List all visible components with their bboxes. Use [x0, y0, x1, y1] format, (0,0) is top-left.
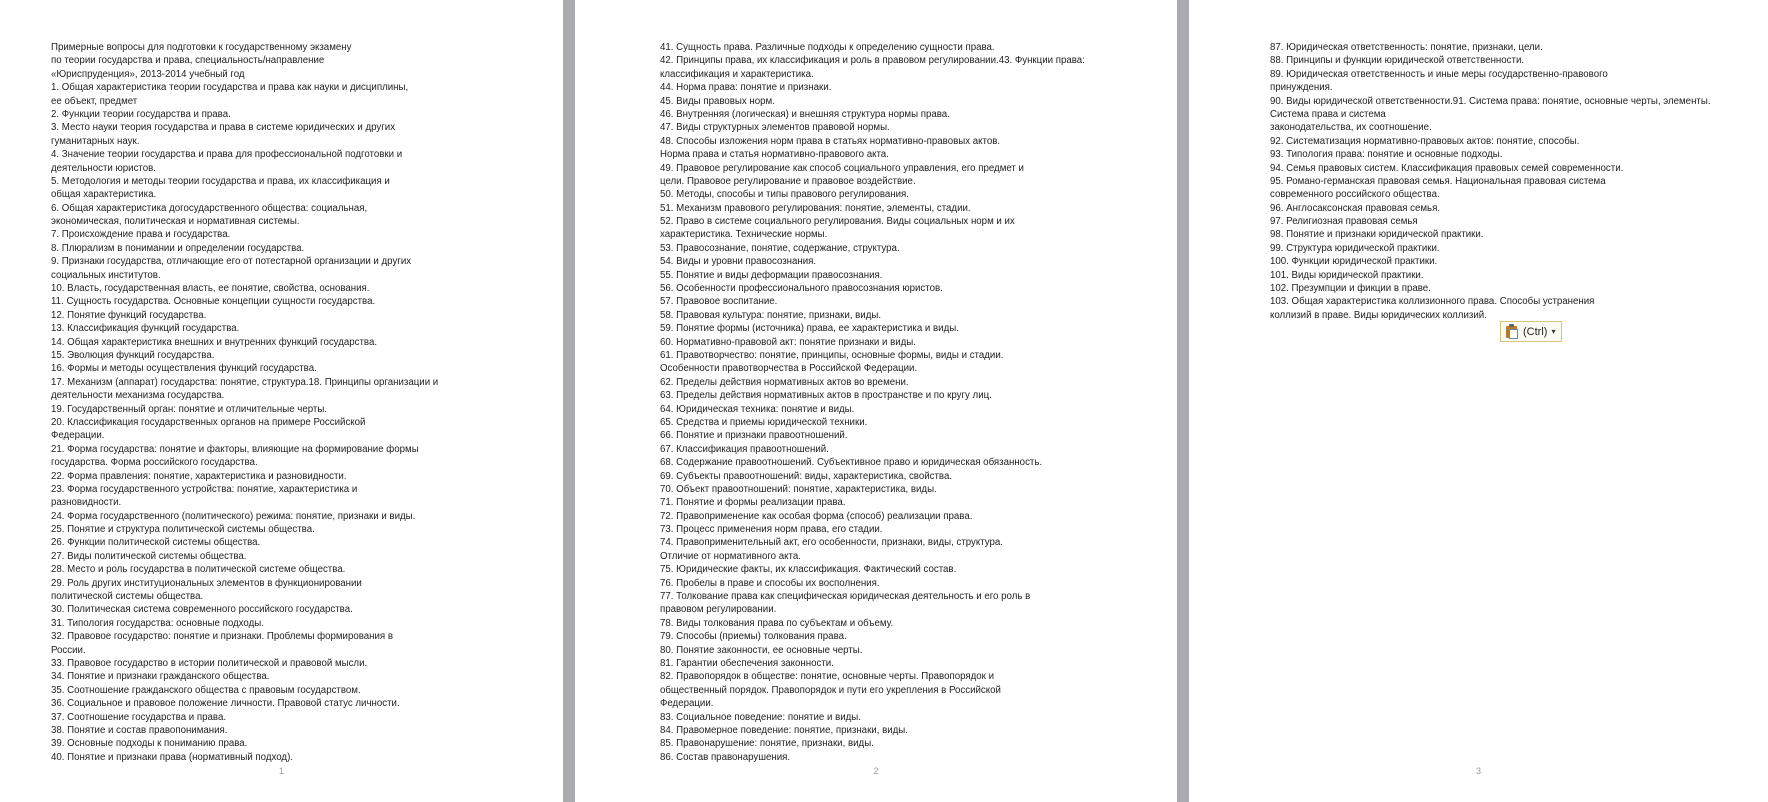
- document-line: 83. Социальное поведение: понятие и виды.: [660, 711, 861, 723]
- document-line: 15. Эволюция функций государства.: [51, 349, 215, 361]
- document-line: 36. Социальное и правовое положение личности. Правовой статус личности.: [51, 698, 400, 710]
- document-line: 23. Форма государственного устройства: понятие, характеристика и: [51, 483, 358, 495]
- document-line: 28. Место и роль государства в политической системе общества.: [51, 564, 346, 576]
- document-line: 53. Правосознание, понятие, содержание, структура.: [660, 242, 900, 254]
- document-line: 70. Объект правоотношений: понятие, характеристика, виды.: [660, 483, 937, 495]
- document-line: 16. Формы и методы осуществления функций государства.: [51, 363, 317, 375]
- document-line: 19. Государственный орган: понятие и отличительные черты.: [51, 403, 327, 415]
- document-line: принуждения.: [1270, 82, 1333, 94]
- document-line: 76. Пробелы в праве и способы их восполнения.: [660, 577, 880, 589]
- document-line: 65. Средства и приемы юридической техники.: [660, 416, 868, 428]
- document-line: 31. Типология государства: основные подходы.: [51, 617, 264, 629]
- document-line: 38. Понятие и состав правопонимания.: [51, 724, 228, 736]
- document-line: политической системы общества.: [51, 591, 204, 603]
- page-3: [1189, 0, 1768, 802]
- document-line: Отличие от нормативного акта.: [660, 550, 801, 562]
- document-line: 47. Виды структурных элементов правовой нормы.: [660, 122, 890, 134]
- document-line: гуманитарных наук.: [51, 135, 140, 147]
- document-line: 92. Систематизация нормативно-правовых актов: понятие, способы.: [1270, 135, 1580, 147]
- document-line: 22. Форма правления: понятие, характеристика и разновидности.: [51, 470, 347, 482]
- document-line: 80. Понятие законности, ее основные черты.: [660, 644, 863, 656]
- document-line: 101. Виды юридической практики.: [1270, 269, 1424, 281]
- document-line: по теории государства и права, специальность/направление: [51, 55, 325, 67]
- document-line: Федерации.: [51, 430, 105, 442]
- document-line: 60. Нормативно-правовой акт: понятие признаки и виды.: [660, 336, 916, 348]
- document-line: 29. Роль других институциональных элементов в функционировании: [51, 577, 362, 589]
- document-line: 61. Правотворчество: понятие, принципы, основные формы, виды и стадии.: [660, 349, 1004, 361]
- document-line: экономическая, политическая и нормативная системы.: [51, 216, 300, 228]
- document-line: 82. Правопорядок в обществе: понятие, основные черты. Правопорядок и: [660, 671, 995, 683]
- document-line: 77. Толкование права как специфическая юридическая деятельность и его роль в: [660, 591, 1031, 603]
- document-line: 26. Функции политической системы общества.: [51, 537, 261, 549]
- document-line: 63. Пределы действия нормативных актов в пространстве и по кругу лиц.: [660, 390, 992, 402]
- document-line: 8. Плюрализм в понимании и определении государства.: [51, 242, 305, 254]
- document-line: характеристика. Технические нормы.: [660, 229, 828, 241]
- document-line: 103. Общая характеристика коллизионного права. Способы устранения: [1270, 296, 1595, 308]
- document-line: 67. Классификация правоотношений.: [660, 443, 829, 455]
- document-line: 1. Общая характеристика теории государства и права как науки и дисциплины,: [51, 82, 409, 94]
- document-line: государства. Форма российского государства.: [51, 457, 258, 469]
- document-line: деятельности механизма государства.: [51, 390, 225, 402]
- document-line: 89. Юридическая ответственность и иные меры государственно-правового: [1270, 68, 1608, 80]
- page-2: [575, 0, 1177, 802]
- document-line: 46. Внутренняя (логическая) и внешняя структура нормы права.: [660, 108, 950, 120]
- document-line: 54. Виды и уровни правосознания.: [660, 256, 817, 268]
- document-line: 17. Механизм (аппарат) государства: понятие, структура.18. Принципы организации и: [51, 376, 439, 388]
- document-line: 30. Политическая система современного российского государства.: [51, 604, 353, 616]
- document-line: современного российского общества.: [1270, 189, 1440, 201]
- clipboard-icon: [1505, 324, 1519, 339]
- page-1-text[interactable]: [51, 41, 438, 764]
- document-line: 37. Соотношение государства и права.: [51, 711, 227, 723]
- document-line: 35. Соотношение гражданского общества с правовым государством.: [51, 684, 361, 696]
- document-line: 99. Структура юридической практики.: [1270, 242, 1440, 254]
- document-line: 4. Значение теории государства и права для профессиональной подготовки и: [51, 149, 403, 161]
- document-line: 73. Процесс применения норм права, его стадии.: [660, 524, 883, 536]
- document-line: 2. Функции теории государства и права.: [51, 108, 231, 120]
- document-line: 86. Состав правонарушения.: [660, 751, 791, 763]
- document-line: 14. Общая характеристика внешних и внутренних функций государства.: [51, 336, 378, 348]
- document-line: 5. Методология и методы теории государства и права, их классификация и: [51, 175, 390, 187]
- paste-options-label: (Ctrl): [1523, 325, 1548, 338]
- document-line: 71. Понятие и формы реализации права.: [660, 497, 846, 509]
- document-line: 45. Виды правовых норм.: [660, 95, 775, 107]
- document-line: 34. Понятие и признаки гражданского общества.: [51, 671, 270, 683]
- paste-options-button[interactable]: [1500, 321, 1562, 342]
- document-line: России.: [51, 644, 86, 656]
- document-line: социальных институтов.: [51, 269, 161, 281]
- document-line: 52. Право в системе социального регулирования. Виды социальных норм и их: [660, 216, 1015, 228]
- document-line: 94. Семья правовых систем. Классификация правовых семей современности.: [1270, 162, 1624, 174]
- document-line: 93. Типология права: понятие и основные подходы.: [1270, 149, 1503, 161]
- document-line: законодательства, их соотношение.: [1270, 122, 1432, 134]
- document-line: Примерные вопросы для подготовки к государственному экзамену: [51, 42, 352, 53]
- document-line: 56. Особенности профессионального правосознания юристов.: [660, 283, 943, 295]
- document-line: 75. Юридические факты, их классификация. Фактический состав.: [660, 564, 957, 576]
- document-line: 68. Содержание правоотношений. Субъективное право и юридическая обязанность.: [660, 457, 1043, 469]
- document-line: Норма права и статья нормативно-правового акта.: [660, 149, 889, 161]
- document-line: 74. Правоприменительный акт, его особенности, признаки, виды, структура.: [660, 537, 1003, 549]
- document-line: 100. Функции юридической практики.: [1270, 256, 1438, 268]
- document-line: классификация и характеристика.: [660, 68, 814, 80]
- document-line: 95. Романо-германская правовая семья. Национальная правовая система: [1270, 175, 1606, 187]
- page-2-text[interactable]: [660, 41, 1085, 764]
- document-line: 7. Происхождение права и государства.: [51, 229, 231, 241]
- document-line: 64. Юридическая техника: понятие и виды.: [660, 403, 855, 415]
- document-line: 59. Понятие формы (источника) права, ее характеристика и виды.: [660, 323, 959, 335]
- document-line: 42. Принципы права, их классификация и роль в правовом регулировании.43. Функции права:: [660, 55, 1085, 67]
- chevron-down-icon: ▾: [1551, 327, 1556, 336]
- document-line: 6. Общая характеристика догосударственного общества: социальная,: [51, 202, 368, 214]
- document-line: 10. Власть, государственная власть, ее понятие, свойства, основания.: [51, 283, 370, 295]
- document-line: 39. Основные подходы к пониманию права.: [51, 738, 248, 750]
- document-line: 84. Правомерное поведение: понятие, признаки, виды.: [660, 724, 908, 736]
- page-number: 2: [873, 766, 879, 776]
- document-line: 102. Презумпции и фикции в праве.: [1270, 283, 1431, 295]
- document-line: 85. Правонарушение: понятие, признаки, виды.: [660, 738, 874, 750]
- document-line: общественный порядок. Правопорядок и пути его укрепления в Российской: [660, 684, 1001, 696]
- document-line: правовом регулировании.: [660, 604, 777, 616]
- document-line: 81. Гарантии обеспечения законности.: [660, 657, 834, 669]
- document-line: 98. Понятие и признаки юридической практики.: [1270, 229, 1484, 241]
- page-number: 3: [1475, 766, 1481, 776]
- document-line: 51. Механизм правового регулирования: понятие, элементы, стадии.: [660, 202, 971, 214]
- page-3-text[interactable]: [1270, 41, 1711, 322]
- document-line: 13. Классификация функций государства.: [51, 323, 240, 335]
- document-line: 96. Англосаксонская правовая семья.: [1270, 202, 1441, 214]
- document-line: 40. Понятие и признаки права (нормативный подход).: [51, 751, 293, 763]
- document-line: 72. Правоприменение как особая форма (способ) реализации права.: [660, 510, 973, 522]
- document-line: 25. Понятие и структура политической системы общества.: [51, 524, 315, 536]
- document-line: 44. Норма права: понятие и признаки.: [660, 82, 832, 94]
- document-line: 41. Сущность права. Различные подходы к определению сущности права.: [660, 42, 995, 53]
- page-1: [0, 0, 563, 802]
- page-number: 1: [278, 766, 284, 776]
- document-line: 87. Юридическая ответственность: понятие, признаки, цели.: [1270, 42, 1543, 53]
- document-line: разновидности.: [51, 497, 122, 509]
- document-line: «Юриспруденция», 2013-2014 учебный год: [51, 68, 245, 80]
- document-line: цели. Правовое регулирование и правовое воздействие.: [660, 175, 916, 187]
- document-line: 3. Место науки теория государства и права в системе юридических и других: [51, 122, 396, 134]
- document-line: 11. Сущность государства. Основные концепции сущности государства.: [51, 296, 376, 308]
- document-line: 97. Религиозная правовая семья: [1270, 216, 1418, 228]
- document-line: коллизий в праве. Виды юридических коллизий.: [1270, 309, 1487, 321]
- document-line: 90. Виды юридической ответственности.91. Система права: понятие, основные черты, элементы.: [1270, 95, 1711, 107]
- document-line: 32. Правовое государство: понятие и признаки. Проблемы формирования в: [51, 631, 394, 643]
- document-line: Особенности правотворчества в Российской Федерации.: [660, 363, 918, 375]
- document-line: 69. Субъекты правоотношений: виды, характеристика, свойства.: [660, 470, 953, 482]
- document-line: 48. Способы изложения норм права в статьях нормативно-правовых актов.: [660, 135, 1001, 147]
- document-line: ее объект, предмет: [51, 95, 138, 107]
- document-line: 20. Классификация государственных органов на примере Российской: [51, 416, 366, 428]
- document-line: общая характеристика.: [51, 189, 157, 201]
- document-line: 33. Правовое государство в истории политической и правовой мысли.: [51, 657, 368, 669]
- document-line: 79. Способы (приемы) толкования права.: [660, 631, 847, 643]
- document-line: 24. Форма государственного (политического) режима: понятие, признаки и виды.: [51, 510, 416, 522]
- document-line: 27. Виды политической системы общества.: [51, 550, 247, 562]
- document-line: 62. Пределы действия нормативных актов во времени.: [660, 376, 909, 388]
- document-line: 21. Форма государства: понятие и факторы, влияющие на формирование формы: [51, 443, 419, 455]
- document-line: 88. Принципы и функции юридической ответственности.: [1270, 55, 1525, 67]
- document-line: Федерации.: [660, 698, 714, 710]
- document-line: 78. Виды толкования права по субъектам и объему.: [660, 617, 894, 629]
- document-line: 58. Правовая культура: понятие, признаки, виды.: [660, 309, 882, 321]
- document-line: 50. Методы, способы и типы правового регулирования.: [660, 189, 909, 201]
- document-line: деятельности юристов.: [51, 162, 156, 174]
- document-line: Система права и система: [1270, 108, 1386, 120]
- document-line: 9. Признаки государства, отличающие его от потестарной организации и других: [51, 256, 412, 268]
- document-line: 66. Понятие и признаки правоотношений.: [660, 430, 848, 442]
- document-line: 55. Понятие и виды деформации правосознания.: [660, 269, 883, 281]
- document-line: 49. Правовое регулирование как способ социального управления, его предмет и: [660, 162, 1024, 174]
- document-line: 57. Правовое воспитание.: [660, 296, 778, 308]
- document-line: 12. Понятие функций государства.: [51, 309, 207, 321]
